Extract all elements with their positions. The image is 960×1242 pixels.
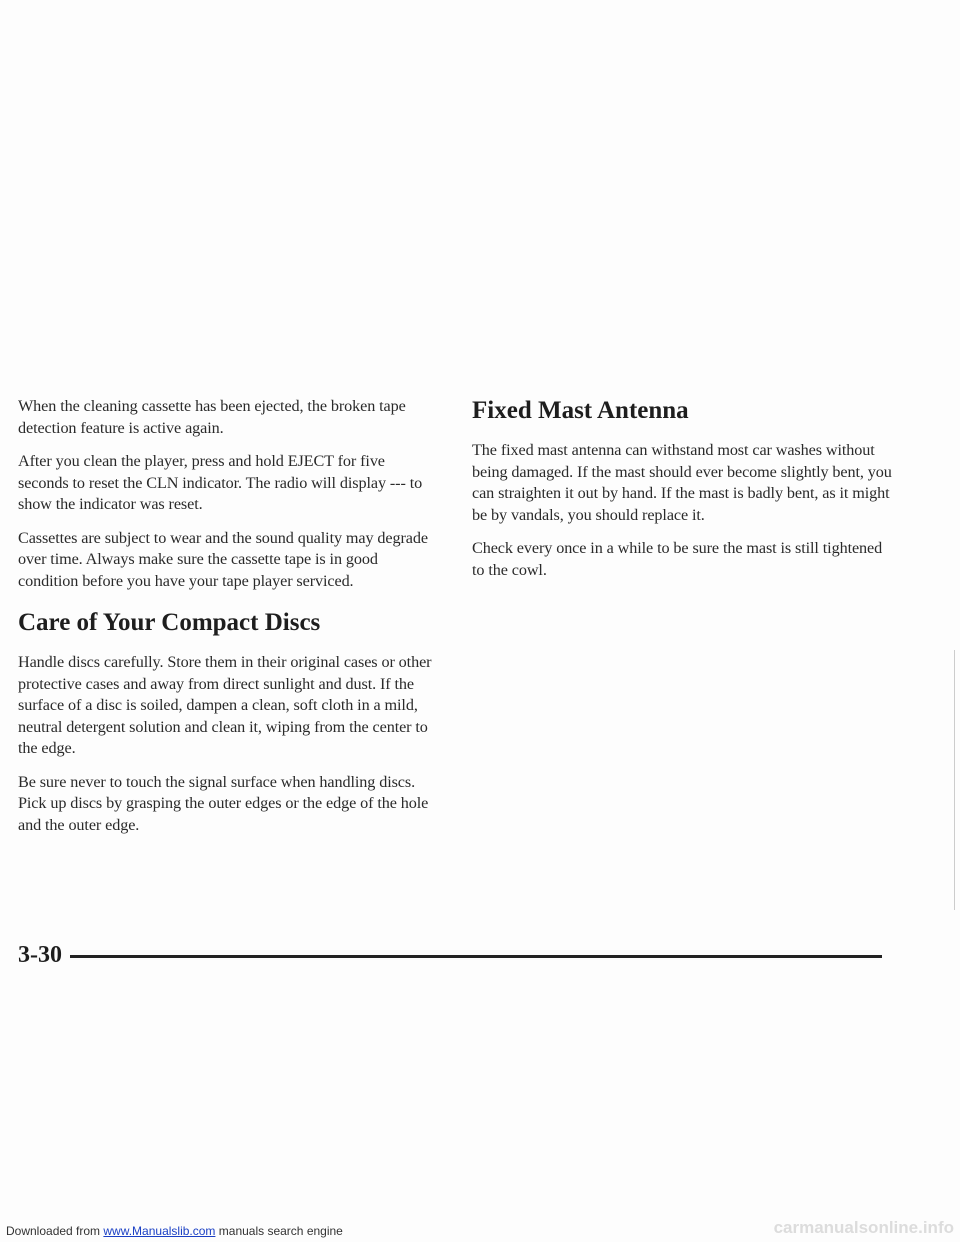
right-column [472,396,892,593]
watermark: carmanualsonline.info [773,1218,954,1237]
paragraph-antenna-check: Check every once in a while to be sure the mast is still tightened to the cowl. [472,539,883,579]
paragraph-reset-cln: After you clean the player, press and hold EJECT for five seconds to reset the CLN indicator. The radio will display --- to show the indicator was reset. [18,452,423,513]
manualslib-link[interactable]: www.Manualslib.com [103,1224,216,1238]
footer-prefix: Downloaded from [6,1224,104,1238]
paragraph-cleaning-ejected: When the cleaning cassette has been ejected, the broken tape detection feature is active again. [18,397,406,437]
paragraph-signal-surface: Be sure never to touch the signal surface when handling discs. Pick up discs by grasping the outer edges or the edge of the hole and the outer edge. [18,772,429,834]
download-footer [6,1224,343,1238]
paragraph-cassette-wear: Cassettes are subject to wear and the sound quality may degrade over time. Always make sure the cassette tape is in good condition before you have your tape player serviced. [18,528,428,590]
left-column [18,396,438,848]
paragraph-handle-discs: Handle discs carefully. Store them in their original cases or other protective cases and away from direct sunlight and dust. If the surface of a disc is soiled, dampen a clean, soft cloth in a mild, neutral detergent solution and clean it, wiping from the center to the edge. [18,653,432,757]
scan-edge-line [954,650,955,910]
heading-fixed-mast-antenna: Fixed Mast Antenna [472,397,689,424]
footer-rule [70,955,882,958]
footer-suffix: manuals search engine [215,1224,343,1238]
page-number: 3-30 [18,942,62,968]
heading-compact-discs: Care of Your Compact Discs [18,609,321,636]
paragraph-antenna-washes: The fixed mast antenna can withstand most car washes without being damaged. If the mast should ever become slightly bent, you can straighten it out by hand. If the mast is badly bent, as it might be by vandals, you should replace it. [472,441,892,524]
